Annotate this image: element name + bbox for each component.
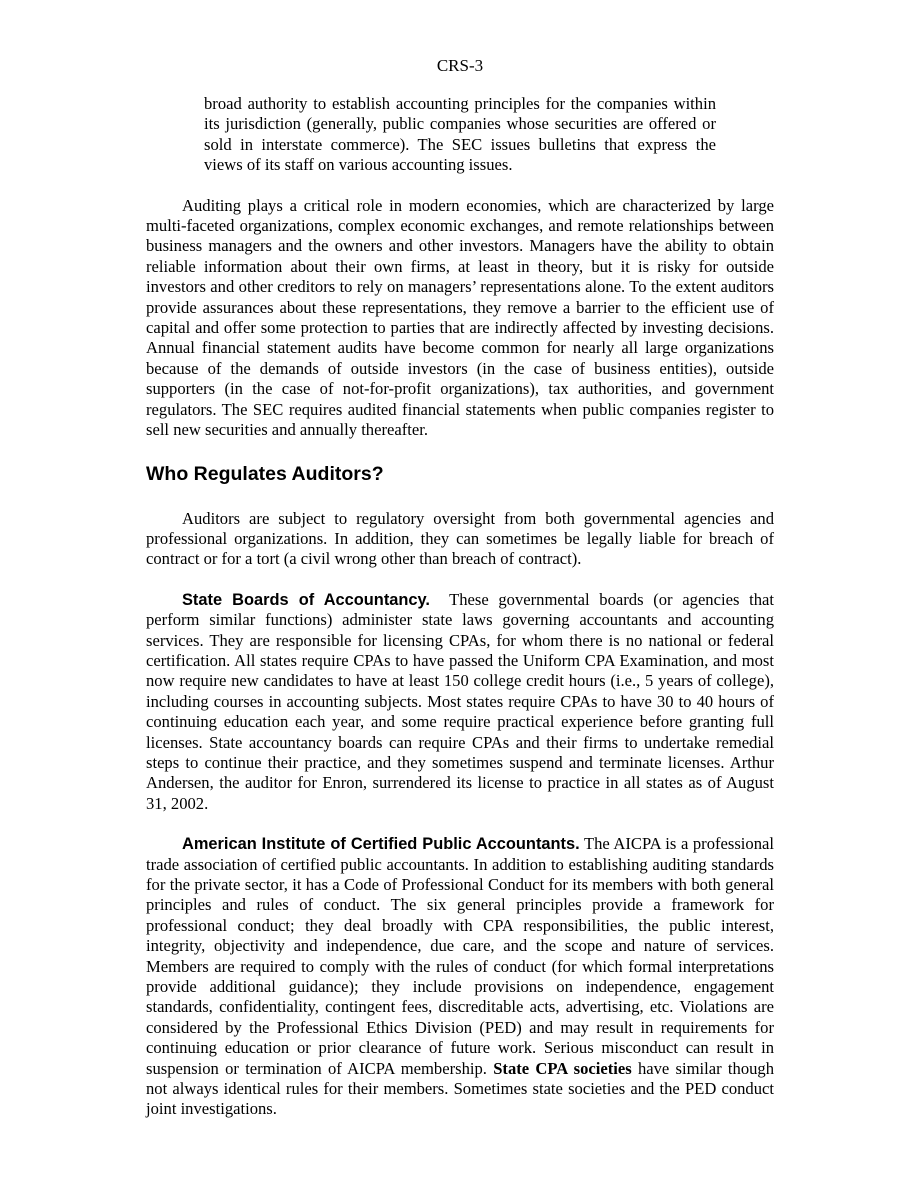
block-quote: broad authority to establish accounting principles for the companies within its jurisdiction (generally, public companies whose securities are offered or sold in interstate commerce). The SEC issues bulletins that express the views of its staff on various accounting issues. (204, 94, 716, 175)
run-in-heading-state-boards: State Boards of Accountancy. (182, 590, 430, 609)
state-cpa-societies-term: State CPA societies (493, 1058, 632, 1078)
section-heading: Who Regulates Auditors? (146, 462, 384, 485)
paragraph-auditing-role: Auditing plays a critical role in modern economies, which are characterized by large multi-faceted organizations, complex economic exchanges, and remote relationships between business managers and the owners and other investors. Managers have the ability to obtain reliable information about their own firms, at least in theory, but it is risky for outside investors and other creditors to rely on managers’ representations alone. To the extent auditors provide assurances about these representations, they remove a barrier to the efficient use of capital and offer some protection to parties that are indirectly affected by investing decisions. Annual financial statement audits have become common for nearly all large organizations because of the demands of outside investors (in the case of business entities), outside supporters (in the case of not-for-profit organizations), tax authorities, and government regulators. The SEC requires audited financial statements when public companies register to sell new securities and annually thereafter. (146, 195, 774, 440)
paragraph-aicpa-text: The AICPA is a professional trade association of certified public accountants. In addition to establishing auditing standards for the private sector, it has a Code of Professional Conduct for its members with both general principles and rules of conduct. The six general principles provide a framework for professional conduct; they deal broadly with CPA responsibilities, the public interest, integrity, objectivity and independence, due care, and the scope and nature of services. Members are required to comply with the rules of conduct (for which formal interpretations provide additional guidance); they include provisions on independence, engagement standards, confidentiality, contingent fees, discreditable acts, advertising, etc. Violations are considered by the Professional Ethics Division (PED) and may result in requirements for continuing education or prior clearance of future work. Serious misconduct can result in suspension or termination of AICPA membership. (146, 834, 774, 1078)
page-number: CRS-3 (436, 56, 484, 75)
paragraph-aicpa (146, 834, 774, 1120)
paragraph-aicpa-text-after: have similar though not always identical rules for their members. Sometimes state societies and the PED conduct joint investigations. (146, 1058, 775, 1119)
paragraph-state-boards (146, 590, 774, 814)
run-in-heading-aicpa: American Institute of Certified Public Accountants. (182, 835, 580, 854)
paragraph-state-boards-text: These governmental boards (or agencies that perform similar functions) administer state laws governing accountants and accounting services. They are responsible for licensing CPAs, for whom there is no national or federal certification. All states require CPAs to have passed the Uniform CPA Examination, and most now require new candidates to have at least 150 college credit hours (i.e., 5 years of college), including courses in accounting subjects. Most states require CPAs to have 30 to 40 hours of continuing education each year, and some require practical experience before granting full licenses. State accountancy boards can require CPAs and their firms to undertake remedial steps to continue their practice, and they sometimes suspend and terminate licenses. Arthur Andersen, the auditor for Enron, surrendered its license to practice in all states as of August 31, 2002. (146, 589, 774, 813)
page-body (146, 94, 774, 1120)
paragraph-regulatory-oversight: Auditors are subject to regulatory oversight from both governmental agencies and professional organizations. In addition, they can sometimes be legally liable for breach of contract or for a tort (a civil wrong other than breach of contract). (146, 508, 774, 569)
